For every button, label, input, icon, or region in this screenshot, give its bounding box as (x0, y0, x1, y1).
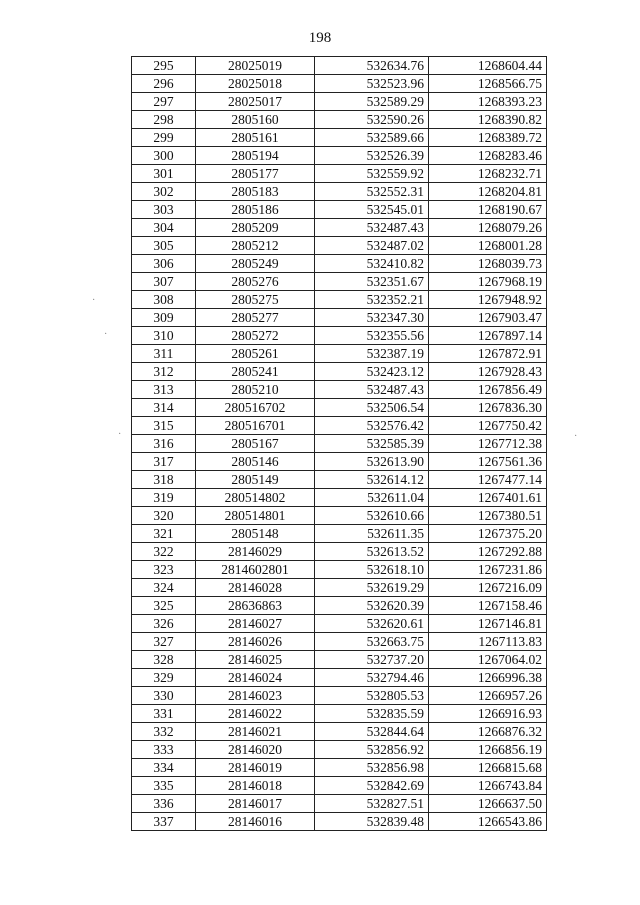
cell-y-coordinate: 1268566.75 (429, 75, 547, 93)
cell-point-code: 2805146 (196, 453, 315, 471)
cell-y-coordinate: 1267292.88 (429, 543, 547, 561)
cell-x-coordinate: 532347.30 (315, 309, 429, 327)
cell-point-number: 304 (132, 219, 196, 237)
cell-x-coordinate: 532614.12 (315, 471, 429, 489)
table-row (132, 777, 547, 795)
scan-speck: · (574, 431, 578, 442)
cell-x-coordinate: 532610.66 (315, 507, 429, 525)
cell-point-number: 319 (132, 489, 196, 507)
cell-point-code: 2805275 (196, 291, 315, 309)
cell-y-coordinate: 1267401.61 (429, 489, 547, 507)
cell-point-number: 333 (132, 741, 196, 759)
cell-y-coordinate: 1267750.42 (429, 417, 547, 435)
table-row (132, 561, 547, 579)
cell-y-coordinate: 1268283.46 (429, 147, 547, 165)
table-row (132, 237, 547, 255)
cell-x-coordinate: 532613.52 (315, 543, 429, 561)
cell-x-coordinate: 532559.92 (315, 165, 429, 183)
cell-x-coordinate: 532410.82 (315, 255, 429, 273)
cell-point-number: 320 (132, 507, 196, 525)
cell-point-number: 322 (132, 543, 196, 561)
cell-point-code: 2814602801 (196, 561, 315, 579)
cell-point-number: 312 (132, 363, 196, 381)
table-row (132, 57, 547, 75)
cell-x-coordinate: 532589.66 (315, 129, 429, 147)
cell-point-code: 28146017 (196, 795, 315, 813)
cell-x-coordinate: 532526.39 (315, 147, 429, 165)
cell-y-coordinate: 1267968.19 (429, 273, 547, 291)
cell-y-coordinate: 1267380.51 (429, 507, 547, 525)
cell-point-number: 310 (132, 327, 196, 345)
cell-point-code: 28146020 (196, 741, 315, 759)
cell-y-coordinate: 1267872.91 (429, 345, 547, 363)
table-row (132, 579, 547, 597)
cell-point-number: 297 (132, 93, 196, 111)
cell-y-coordinate: 1267928.43 (429, 363, 547, 381)
cell-x-coordinate: 532552.31 (315, 183, 429, 201)
cell-y-coordinate: 1266637.50 (429, 795, 547, 813)
cell-y-coordinate: 1267948.92 (429, 291, 547, 309)
cell-point-code: 28146019 (196, 759, 315, 777)
cell-point-number: 302 (132, 183, 196, 201)
cell-x-coordinate: 532842.69 (315, 777, 429, 795)
cell-point-code: 2805177 (196, 165, 315, 183)
cell-x-coordinate: 532487.43 (315, 381, 429, 399)
table-row (132, 417, 547, 435)
coordinates-table (131, 56, 547, 831)
table-row (132, 741, 547, 759)
cell-x-coordinate: 532827.51 (315, 795, 429, 813)
cell-point-code: 2805209 (196, 219, 315, 237)
cell-point-code: 28146025 (196, 651, 315, 669)
cell-point-number: 295 (132, 57, 196, 75)
cell-point-number: 315 (132, 417, 196, 435)
cell-point-code: 28025017 (196, 93, 315, 111)
cell-x-coordinate: 532506.54 (315, 399, 429, 417)
cell-x-coordinate: 532844.64 (315, 723, 429, 741)
cell-point-code: 28146022 (196, 705, 315, 723)
cell-point-code: 28146016 (196, 813, 315, 831)
cell-x-coordinate: 532545.01 (315, 201, 429, 219)
cell-y-coordinate: 1267903.47 (429, 309, 547, 327)
table-row (132, 219, 547, 237)
table-row (132, 705, 547, 723)
cell-point-code: 28146026 (196, 633, 315, 651)
cell-point-code: 2805277 (196, 309, 315, 327)
cell-point-number: 330 (132, 687, 196, 705)
table-row (132, 813, 547, 831)
scan-speck: · (104, 329, 108, 340)
table-row (132, 435, 547, 453)
cell-point-code: 280516701 (196, 417, 315, 435)
cell-x-coordinate: 532590.26 (315, 111, 429, 129)
cell-y-coordinate: 1267113.83 (429, 633, 547, 651)
table-row (132, 255, 547, 273)
cell-point-code: 2805276 (196, 273, 315, 291)
cell-point-code: 2805249 (196, 255, 315, 273)
cell-y-coordinate: 1267897.14 (429, 327, 547, 345)
table-row (132, 381, 547, 399)
cell-point-number: 324 (132, 579, 196, 597)
scan-speck: · (92, 295, 96, 306)
cell-y-coordinate: 1266957.26 (429, 687, 547, 705)
table-row (132, 345, 547, 363)
table-row (132, 669, 547, 687)
cell-point-code: 280516702 (196, 399, 315, 417)
cell-point-code: 2805261 (196, 345, 315, 363)
cell-point-code: 2805186 (196, 201, 315, 219)
cell-y-coordinate: 1267561.36 (429, 453, 547, 471)
cell-y-coordinate: 1268079.26 (429, 219, 547, 237)
cell-point-code: 28146028 (196, 579, 315, 597)
cell-y-coordinate: 1267477.14 (429, 471, 547, 489)
cell-y-coordinate: 1267216.09 (429, 579, 547, 597)
cell-point-code: 28146024 (196, 669, 315, 687)
cell-y-coordinate: 1266916.93 (429, 705, 547, 723)
cell-point-number: 331 (132, 705, 196, 723)
cell-point-code: 2805148 (196, 525, 315, 543)
table-row (132, 363, 547, 381)
cell-point-number: 309 (132, 309, 196, 327)
cell-point-number: 307 (132, 273, 196, 291)
table-row (132, 129, 547, 147)
cell-y-coordinate: 1266815.68 (429, 759, 547, 777)
cell-point-number: 303 (132, 201, 196, 219)
cell-y-coordinate: 1266876.32 (429, 723, 547, 741)
cell-point-code: 280514802 (196, 489, 315, 507)
cell-x-coordinate: 532619.29 (315, 579, 429, 597)
cell-point-number: 323 (132, 561, 196, 579)
table-row (132, 723, 547, 741)
cell-x-coordinate: 532487.43 (315, 219, 429, 237)
scan-speck: · (118, 429, 122, 440)
cell-point-code: 28146029 (196, 543, 315, 561)
cell-y-coordinate: 1267375.20 (429, 525, 547, 543)
table-row (132, 273, 547, 291)
cell-y-coordinate: 1268393.23 (429, 93, 547, 111)
cell-x-coordinate: 532387.19 (315, 345, 429, 363)
table-row (132, 471, 547, 489)
table-row (132, 543, 547, 561)
cell-x-coordinate: 532589.29 (315, 93, 429, 111)
table-row (132, 399, 547, 417)
table-row (132, 93, 547, 111)
page-number: 198 (308, 30, 332, 46)
table-row (132, 795, 547, 813)
cell-point-code: 2805212 (196, 237, 315, 255)
cell-point-code: 2805241 (196, 363, 315, 381)
table-row (132, 75, 547, 93)
cell-point-code: 28146018 (196, 777, 315, 795)
cell-y-coordinate: 1268604.44 (429, 57, 547, 75)
cell-x-coordinate: 532839.48 (315, 813, 429, 831)
cell-x-coordinate: 532423.12 (315, 363, 429, 381)
cell-x-coordinate: 532856.92 (315, 741, 429, 759)
cell-y-coordinate: 1268190.67 (429, 201, 547, 219)
cell-x-coordinate: 532611.35 (315, 525, 429, 543)
cell-x-coordinate: 532663.75 (315, 633, 429, 651)
cell-point-code: 2805272 (196, 327, 315, 345)
cell-x-coordinate: 532634.76 (315, 57, 429, 75)
cell-point-code: 2805160 (196, 111, 315, 129)
cell-x-coordinate: 532856.98 (315, 759, 429, 777)
cell-point-code: 28025019 (196, 57, 315, 75)
cell-y-coordinate: 1268039.73 (429, 255, 547, 273)
cell-x-coordinate: 532794.46 (315, 669, 429, 687)
cell-point-number: 334 (132, 759, 196, 777)
cell-y-coordinate: 1267064.02 (429, 651, 547, 669)
table-row (132, 597, 547, 615)
table-row (132, 759, 547, 777)
cell-x-coordinate: 532613.90 (315, 453, 429, 471)
cell-point-code: 28146021 (196, 723, 315, 741)
cell-point-code: 280514801 (196, 507, 315, 525)
cell-x-coordinate: 532355.56 (315, 327, 429, 345)
cell-y-coordinate: 1268389.72 (429, 129, 547, 147)
cell-point-number: 336 (132, 795, 196, 813)
cell-x-coordinate: 532620.39 (315, 597, 429, 615)
cell-point-code: 2805161 (196, 129, 315, 147)
cell-point-number: 335 (132, 777, 196, 795)
cell-point-number: 321 (132, 525, 196, 543)
cell-y-coordinate: 1267146.81 (429, 615, 547, 633)
cell-y-coordinate: 1268001.28 (429, 237, 547, 255)
cell-point-number: 327 (132, 633, 196, 651)
cell-y-coordinate: 1267158.46 (429, 597, 547, 615)
cell-x-coordinate: 532351.67 (315, 273, 429, 291)
cell-point-number: 316 (132, 435, 196, 453)
cell-x-coordinate: 532611.04 (315, 489, 429, 507)
cell-x-coordinate: 532620.61 (315, 615, 429, 633)
cell-point-code: 2805167 (196, 435, 315, 453)
cell-point-number: 301 (132, 165, 196, 183)
cell-y-coordinate: 1266743.84 (429, 777, 547, 795)
table-row (132, 165, 547, 183)
cell-point-code: 2805149 (196, 471, 315, 489)
table-row (132, 615, 547, 633)
table-row (132, 147, 547, 165)
cell-x-coordinate: 532835.59 (315, 705, 429, 723)
cell-point-code: 2805194 (196, 147, 315, 165)
table-row (132, 309, 547, 327)
cell-point-number: 306 (132, 255, 196, 273)
cell-y-coordinate: 1267712.38 (429, 435, 547, 453)
cell-point-number: 313 (132, 381, 196, 399)
table-row (132, 183, 547, 201)
table-row (132, 111, 547, 129)
cell-point-number: 328 (132, 651, 196, 669)
cell-point-number: 337 (132, 813, 196, 831)
cell-y-coordinate: 1268390.82 (429, 111, 547, 129)
cell-point-number: 305 (132, 237, 196, 255)
cell-point-code: 2805210 (196, 381, 315, 399)
cell-point-number: 326 (132, 615, 196, 633)
cell-y-coordinate: 1268232.71 (429, 165, 547, 183)
cell-x-coordinate: 532805.53 (315, 687, 429, 705)
cell-point-number: 308 (132, 291, 196, 309)
table-row (132, 525, 547, 543)
cell-x-coordinate: 532618.10 (315, 561, 429, 579)
cell-point-number: 329 (132, 669, 196, 687)
cell-point-number: 325 (132, 597, 196, 615)
cell-y-coordinate: 1268204.81 (429, 183, 547, 201)
cell-point-number: 314 (132, 399, 196, 417)
cell-point-number: 332 (132, 723, 196, 741)
table-row (132, 489, 547, 507)
table-row (132, 507, 547, 525)
table-row (132, 687, 547, 705)
cell-x-coordinate: 532585.39 (315, 435, 429, 453)
cell-point-code: 28146027 (196, 615, 315, 633)
table-row (132, 327, 547, 345)
cell-point-code: 28025018 (196, 75, 315, 93)
cell-x-coordinate: 532487.02 (315, 237, 429, 255)
cell-y-coordinate: 1266996.38 (429, 669, 547, 687)
cell-point-number: 300 (132, 147, 196, 165)
table-row (132, 453, 547, 471)
cell-point-code: 2805183 (196, 183, 315, 201)
cell-y-coordinate: 1267856.49 (429, 381, 547, 399)
cell-x-coordinate: 532737.20 (315, 651, 429, 669)
cell-y-coordinate: 1266543.86 (429, 813, 547, 831)
cell-point-number: 318 (132, 471, 196, 489)
table-row (132, 291, 547, 309)
table-row (132, 651, 547, 669)
cell-y-coordinate: 1266856.19 (429, 741, 547, 759)
cell-point-number: 317 (132, 453, 196, 471)
cell-point-number: 299 (132, 129, 196, 147)
cell-y-coordinate: 1267231.86 (429, 561, 547, 579)
cell-point-code: 28636863 (196, 597, 315, 615)
cell-y-coordinate: 1267836.30 (429, 399, 547, 417)
coordinates-table-body (132, 57, 547, 831)
cell-point-number: 311 (132, 345, 196, 363)
cell-point-code: 28146023 (196, 687, 315, 705)
cell-x-coordinate: 532352.21 (315, 291, 429, 309)
cell-point-number: 298 (132, 111, 196, 129)
table-row (132, 201, 547, 219)
cell-x-coordinate: 532523.96 (315, 75, 429, 93)
table-row (132, 633, 547, 651)
cell-x-coordinate: 532576.42 (315, 417, 429, 435)
cell-point-number: 296 (132, 75, 196, 93)
